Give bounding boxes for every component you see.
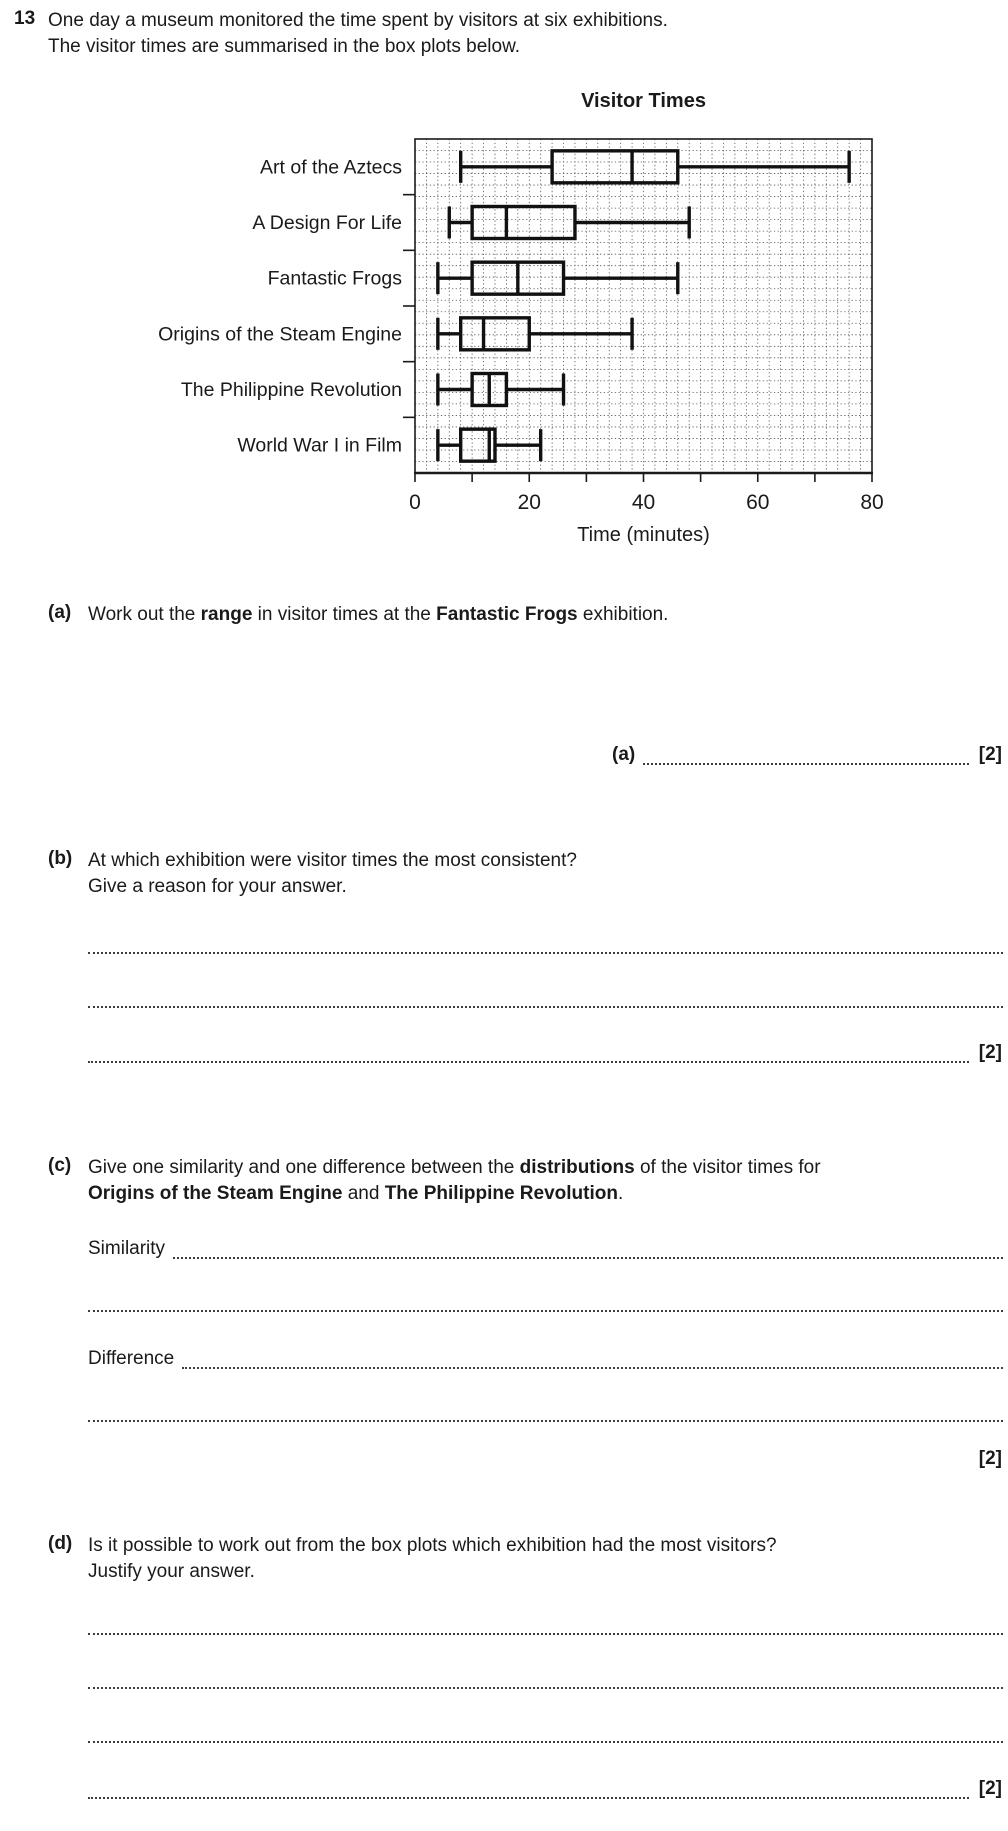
similarity-label: Similarity bbox=[88, 1238, 166, 1259]
difference-row bbox=[88, 1346, 1003, 1372]
category-label: A Design For Life bbox=[252, 212, 402, 234]
part-d-text bbox=[88, 1533, 1008, 1585]
part-d-answer-row-4 bbox=[88, 1776, 1002, 1802]
part-a-answer-label: (a) bbox=[612, 744, 636, 765]
text-segment: and bbox=[342, 1183, 385, 1204]
chart-title: Visitor Times bbox=[581, 90, 706, 112]
part-b-text bbox=[88, 848, 1003, 900]
intro-line-2: The visitor times are summarised in the box plots below. bbox=[48, 36, 521, 57]
question-number: 13 bbox=[14, 8, 36, 29]
x-tick-label: 60 bbox=[746, 491, 770, 514]
x-tick-label: 80 bbox=[860, 491, 884, 514]
visitor-times-boxplot-chart bbox=[0, 85, 1008, 563]
part-d-line-1: Is it possible to work out from the box plots which exhibition had the most visitors? bbox=[88, 1535, 777, 1556]
part-a-text bbox=[88, 602, 1003, 628]
part-b-label: (b) bbox=[48, 848, 73, 869]
part-a-answer-row bbox=[612, 742, 1002, 768]
x-tick-label: 20 bbox=[517, 491, 541, 514]
part-c-marks: [2] bbox=[978, 1448, 1002, 1469]
similarity-row bbox=[88, 1236, 1003, 1262]
similarity-answer-line bbox=[173, 1257, 1003, 1259]
text-segment: . bbox=[617, 1183, 624, 1204]
part-c-text bbox=[88, 1155, 1008, 1207]
part-d-line-2: Justify your answer. bbox=[88, 1561, 255, 1582]
part-b-answer-line-1 bbox=[88, 930, 1003, 954]
part-b-answer-row-3 bbox=[88, 1040, 1002, 1066]
x-axis-title: Time (minutes) bbox=[577, 524, 710, 546]
part-d-marks: [2] bbox=[978, 1778, 1002, 1799]
text-segment: range bbox=[200, 604, 253, 625]
part-b-marks: [2] bbox=[978, 1042, 1002, 1063]
part-d-answer-line-2 bbox=[88, 1665, 1003, 1689]
category-label: World War I in Film bbox=[237, 434, 402, 457]
category-label: Origins of the Steam Engine bbox=[158, 323, 402, 346]
iqr-box bbox=[472, 207, 575, 239]
x-tick-label: 40 bbox=[631, 491, 656, 514]
category-label: Fantastic Frogs bbox=[267, 267, 402, 290]
part-d-answer-line-4 bbox=[88, 1797, 969, 1799]
category-label: Art of the Aztecs bbox=[260, 156, 402, 179]
text-segment: Fantastic Frogs bbox=[436, 604, 578, 625]
part-a-answer-line bbox=[643, 763, 969, 765]
part-a-label: (a) bbox=[48, 602, 72, 623]
iqr-box bbox=[461, 318, 530, 350]
difference-answer-line-2 bbox=[88, 1398, 1003, 1422]
text-segment: distributions bbox=[519, 1157, 635, 1178]
text-segment: Give one similarity and one difference between the bbox=[88, 1157, 520, 1178]
text-segment: in visitor times at the bbox=[252, 604, 437, 625]
difference-answer-line bbox=[182, 1367, 1003, 1369]
difference-label: Difference bbox=[88, 1348, 175, 1369]
part-d-answer-line-1 bbox=[88, 1611, 1003, 1635]
part-d-answer-line-3 bbox=[88, 1719, 1003, 1743]
question-intro bbox=[48, 8, 988, 60]
part-c-line-2 bbox=[88, 1181, 1008, 1207]
part-b-line-2: Give a reason for your answer. bbox=[88, 876, 347, 897]
part-a-marks: [2] bbox=[978, 744, 1002, 765]
text-segment: of the visitor times for bbox=[634, 1157, 821, 1178]
text-segment: Work out the bbox=[88, 604, 201, 625]
part-b-answer-line-2 bbox=[88, 984, 1003, 1008]
text-segment: exhibition. bbox=[577, 604, 669, 625]
x-tick-label: 0 bbox=[409, 491, 421, 514]
similarity-answer-line-2 bbox=[88, 1288, 1003, 1312]
part-c-label: (c) bbox=[48, 1155, 72, 1176]
category-label: The Philippine Revolution bbox=[180, 379, 402, 401]
part-b-line-1: At which exhibition were visitor times the most consistent? bbox=[88, 850, 577, 871]
intro-line-1: One day a museum monitored the time spent by visitors at six exhibitions. bbox=[48, 10, 668, 31]
part-d-label: (d) bbox=[48, 1533, 73, 1554]
part-c-line-1 bbox=[88, 1155, 1008, 1181]
part-b-answer-line-3 bbox=[88, 1061, 969, 1063]
iqr-box bbox=[552, 151, 678, 183]
text-segment: Origins of the Steam Engine bbox=[88, 1183, 343, 1204]
text-segment: The Philippine Revolution bbox=[384, 1183, 618, 1204]
